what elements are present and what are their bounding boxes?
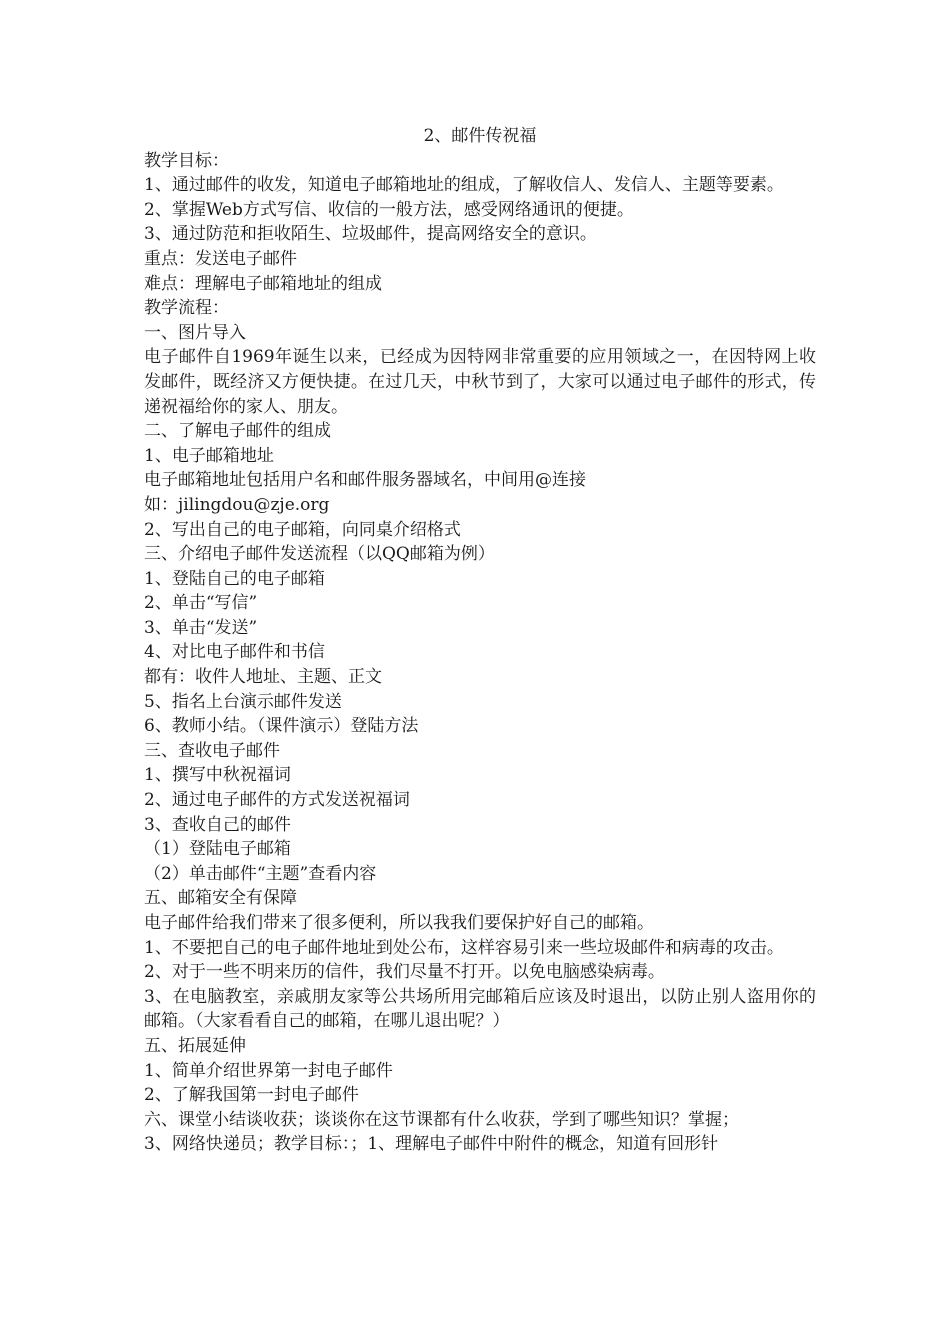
paragraph: 教学流程： xyxy=(144,298,229,319)
paragraph: 2、通过电子邮件的方式发送祝福词 xyxy=(144,790,410,811)
paragraph: 6、教师小结。（课件演示）登陆方法 xyxy=(144,716,419,737)
paragraph: 难点：理解电子邮箱地址的组成 xyxy=(144,273,382,294)
paragraph: 都有：收件人地址、主题、正文 xyxy=(144,667,382,688)
paragraph: 电子邮箱地址包括用户名和邮件服务器域名，中间用@连接 xyxy=(144,470,586,491)
paragraph: 3、在电脑教室，亲戚朋友家等公共场所用完邮箱后应该及时退出，以防止别人盗用你的邮箱。（大家看看自己的邮箱，在哪儿退出呢？） xyxy=(144,986,816,1032)
paragraph: 一、图片导入 xyxy=(144,322,246,343)
paragraph: 1、通过邮件的收发，知道电子邮箱地址的组成，了解收信人、发信人、主题等要素。 xyxy=(144,175,784,196)
paragraph: （1）登陆电子邮箱 xyxy=(144,839,291,860)
paragraph: 三、查收电子邮件 xyxy=(144,740,280,761)
paragraph: 4、对比电子邮件和书信 xyxy=(144,642,325,663)
paragraph: 教学目标： xyxy=(144,150,229,171)
paragraph: 电子邮件自1969年诞生以来，已经成为因特网非常重要的应用领域之一，在因特网上收发邮件，既经济又方便快捷。在过几天，中秋节到了，大家可以通过电子邮件的形式，传递祝福给你的家人、朋友。 xyxy=(144,347,816,417)
paragraph: 3、网络快递员；教学目标：；1、理解电子邮件中附件的概念，知道有回形针 xyxy=(144,1134,719,1155)
paragraph: 1、撰写中秋祝福词 xyxy=(144,765,291,786)
paragraph: 六、课堂小结谈收获；谈谈你在这节课都有什么收获，学到了哪些知识？掌握； xyxy=(144,1109,739,1130)
paragraph: 如：jilingdou@zje.org xyxy=(144,494,330,515)
paragraph: 3、通过防范和拒收陌生、垃圾邮件，提高网络安全的意识。 xyxy=(144,224,597,245)
paragraph: 三、介绍电子邮件发送流程（以QQ邮箱为例） xyxy=(144,544,495,565)
paragraph: 1、电子邮箱地址 xyxy=(144,445,274,466)
paragraph: 3、单击“发送” xyxy=(144,617,258,638)
paragraph: 五、邮箱安全有保障 xyxy=(144,888,297,909)
paragraph: 2、写出自己的电子邮箱，向同桌介绍格式 xyxy=(144,519,461,540)
document-title: 2、邮件传祝福 xyxy=(423,126,537,146)
paragraph: （2）单击邮件“主题”查看内容 xyxy=(144,863,377,884)
paragraph: 五、拓展延伸 xyxy=(144,1035,246,1056)
paragraph: 二、了解电子邮件的组成 xyxy=(144,421,331,442)
paragraph: 2、掌握Web方式写信、收信的一般方法，感受网络通讯的便捷。 xyxy=(144,199,634,220)
paragraph: 2、对于一些不明来历的信件，我们尽量不打开。以免电脑感染病毒。 xyxy=(144,962,665,983)
paragraph: 1、简单介绍世界第一封电子邮件 xyxy=(144,1060,393,1081)
paragraph: 5、指名上台演示邮件发送 xyxy=(144,691,342,712)
paragraph: 2、单击“写信” xyxy=(144,593,258,614)
paragraph: 1、不要把自己的电子邮件地址到处公布，这样容易引来一些垃圾邮件和病毒的攻击。 xyxy=(144,937,784,958)
paragraph: 2、了解我国第一封电子邮件 xyxy=(144,1085,359,1106)
paragraph: 重点：发送电子邮件 xyxy=(144,248,297,269)
paragraph: 电子邮件给我们带来了很多便利，所以我我们要保护好自己的邮箱。 xyxy=(144,913,654,933)
paragraph: 1、登陆自己的电子邮箱 xyxy=(144,568,325,589)
document-page xyxy=(144,124,816,1157)
paragraph: 3、查收自己的邮件 xyxy=(144,814,291,835)
